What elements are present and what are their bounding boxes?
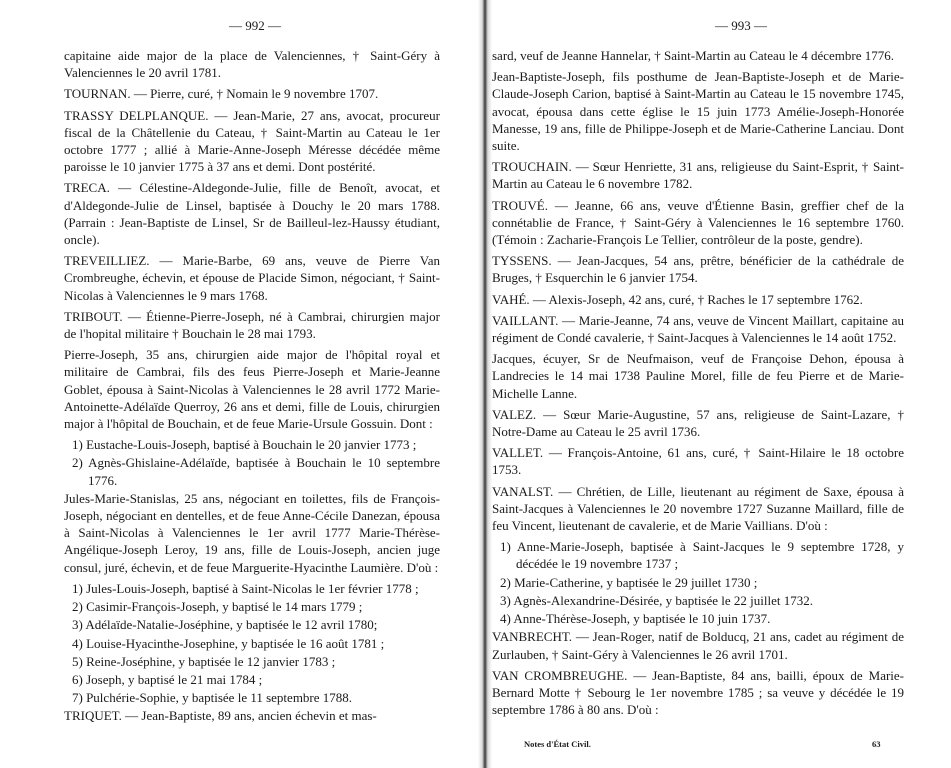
entry: TRASSY DELPLANQUE. — Jean-Marie, 27 ans, avocat, procureur fiscal de la Châtellenie du Cateau, † Saint-Martin au Cateau le 1er octobre 1777 ; allié à Marie-Anne-Joseph Méresse décédée même paroisse le 10 janvier 1775 à 37 ans et demi. Dont postérité. [64,107,440,175]
footer-title: Notes d'État Civil. [524,739,591,749]
child-item: 7) Pulchérie-Sophie, y baptisée le 11 septembre 1788. [72,690,353,706]
entry: capitaine aide major de la place de Valenciennes, † Saint-Géry à Valenciennes le 20 avril 1781. [64,48,440,81]
entry: Jules-Marie-Stanislas, 25 ans, négociant en toilettes, fils de François-Joseph, négociant en dentelles, et de feue Anne-Cécile Danezan, épousa à Saint-Nicolas à Valenciennes le 1er avril 1777 Marie-Thérèse-Angélique-Joseph Leroy, 19 ans, fille de Louis-Joseph, ancien juge consul, juré, échevin, et de feue Marguerite-Hyacinthe Laumière. D'où : [64,490,440,575]
entry: TRECA. — Célestine-Aldegonde-Julie, fille de Benoît, avocat, et d'Aldegonde-Julie de Linsel, baptisée à Douchy le 20 mars 1788. (Parrain : Jean-Baptiste de Linsel, Sr de Bailleul-lez-Haussy étudiant, oncle). [64,180,440,248]
entry: TRIBOUT. — Étienne-Pierre-Joseph, né à Cambrai, chirurgien major de l'hopital militaire † Bouchain le 28 mai 1793. [64,308,440,342]
signature-number: 63 [872,739,881,749]
entry: TREVEILLIEZ. — Marie-Barbe, 69 ans, veuve de Pierre Van Crombreughe, échevin, et épouse de Placide Simon, négociant, † Saint-Nicolas à Valenciennes le 9 mars 1768. [64,253,440,303]
left-page-text [64,47,440,729]
entry: Jacques, écuyer, Sr de Neufmaison, veuf de Françoise Dehon, épousa à Landrecies le 14 mai 1738 Pauline Morel, fille de feu Pierre et de Marie-Michelle Lanne. [492,351,904,401]
entry: VANALST. — Chrétien, de Lille, lieutenant au régiment de Saxe, épousa à Saint-Jacques à Valenciennes le 20 novembre 1727 Suzanne Maillard, fille de feu Vincent, lieutenant de cavalerie, et de Marie Vaillians. D'où : [492,483,904,534]
entry: VALLET. — François-Antoine, 61 ans, curé, † Saint-Hilaire le 18 octobre 1753. [492,445,904,478]
page-number-left: — 992 — [229,18,281,33]
child-item: 6) Joseph, y baptisé le 21 mai 1784 ; [72,671,263,687]
entry: VANBRECHT. — Jean-Roger, natif de Bolducq, 21 ans, cadet au régiment de Zurlauben, † Saint-Géry à Valenciennes le 26 avril 1701. [492,629,904,662]
page-number-right: — 993 — [715,18,767,33]
entry: VAHÉ. — Alexis-Joseph, 42 ans, curé, † Raches le 17 septembre 1762. [492,291,863,307]
entry: Jean-Baptiste-Joseph, fils posthume de Jean-Baptiste-Joseph et de Marie-Claude-Joseph Carion, baptisé à Saint-Martin au Cateau le 15 novembre 1745, avocat, épousa dans cette église le 15 juin 1773 Amélie-Joseph-Honorée Manesse, 19 ans, fille de Philippe-Joseph et de Marie-Catherine Lanciau. Dont suite. [492,69,904,154]
right-page-text [492,47,904,722]
entry: TOURNAN. — Pierre, curé, † Nomain le 9 novembre 1707. [64,86,379,102]
entry: VAILLANT. — Marie-Jeanne, 74 ans, veuve de Vincent Maillart, capitaine au régiment de Condé cavalerie, † Saint-Jacques à Valenciennes le 14 août 1752. [492,312,904,346]
child-item: 2) Marie-Catherine, y baptisée le 29 juillet 1730 ; [500,574,758,590]
child-item: 1) Anne-Marie-Joseph, baptisée à Saint-Jacques le 9 septembre 1728, y décédée le 19 novembre 1737 ; [500,539,904,572]
child-item: 3) Agnès-Alexandrine-Désirée, y baptisée le 22 juillet 1732. [500,592,813,608]
entry: TYSSENS. — Jean-Jacques, 54 ans, prêtre, bénéficier de la cathédrale de Bruges, † Esquerchin le 6 janvier 1754. [492,253,904,286]
entry: TRIQUET. — Jean-Baptiste, 89 ans, ancien échevin et mas- [64,708,377,724]
child-item: 1) Jules-Louis-Joseph, baptisé à Saint-Nicolas le 1er février 1778 ; [72,580,419,596]
child-item: 4) Louise-Hyacinthe-Josephine, y baptisée le 16 août 1781 ; [72,635,385,651]
entry: TROUVÉ. — Jeanne, 66 ans, veuve d'Étienne Basin, greffier chef de la connétablie de France, † Saint-Géry à Valenciennes le 16 septembre 1760. (Témoin : Zacharie-François Le Tellier, contrôleur de la poste, gendre). [492,197,904,248]
child-item: 5) Reine-Joséphine, y baptisée le 12 janvier 1783 ; [72,653,336,669]
entry: TROUCHAIN. — Sœur Henriette, 31 ans, religieuse du Saint-Esprit, † Saint-Martin au Cateau le 6 novembre 1782. [492,159,904,192]
child-item: 3) Adélaïde-Natalie-Joséphine, y baptisée le 12 avril 1780; [72,617,378,633]
child-item: 4) Anne-Thérèse-Joseph, y baptisée le 10 juin 1737. [500,611,771,627]
child-item: 2) Casimir-François-Joseph, y baptisé le 14 mars 1779 ; [72,599,363,615]
child-item: 1) Eustache-Louis-Joseph, baptisé à Bouchain le 20 janvier 1773 ; [72,437,417,453]
right-page [486,0,951,768]
entry: Pierre-Joseph, 35 ans, chirurgien aide major de l'hôpital royal et militaire de Cambrai, fils des feus Pierre-Joseph et Marie-Jeanne Goblet, épousa à Saint-Nicolas à Valenciennes le 28 avril 1772 Marie-Antoinette-Adélaïde Querroy, 26 ans et demi, fille de Louis, chirurgien major à l'hôpital de Bouchain, et de feue Marie-Ursule Gossuin. Dont : [64,347,440,432]
entry: VAN CROMBREUGHE. — Jean-Baptiste, 84 ans, bailli, époux de Marie-Bernard Motte † Sebourg le 1er novembre 1785 ; sa veuve y décédée le 19 septembre 1786 à 80 ans. D'où : [492,667,904,718]
entry: sard, veuf de Jeanne Hannelar, † Saint-Martin au Cateau le 4 décembre 1776. [492,48,894,63]
child-item: 2) Agnès-Ghislaine-Adélaïde, baptisée à Bouchain le 10 septembre 1776. [72,455,440,488]
entry: VALEZ. — Sœur Marie-Augustine, 57 ans, religieuse de Saint-Lazare, † Notre-Dame au Cateau le 25 avril 1736. [492,406,904,440]
